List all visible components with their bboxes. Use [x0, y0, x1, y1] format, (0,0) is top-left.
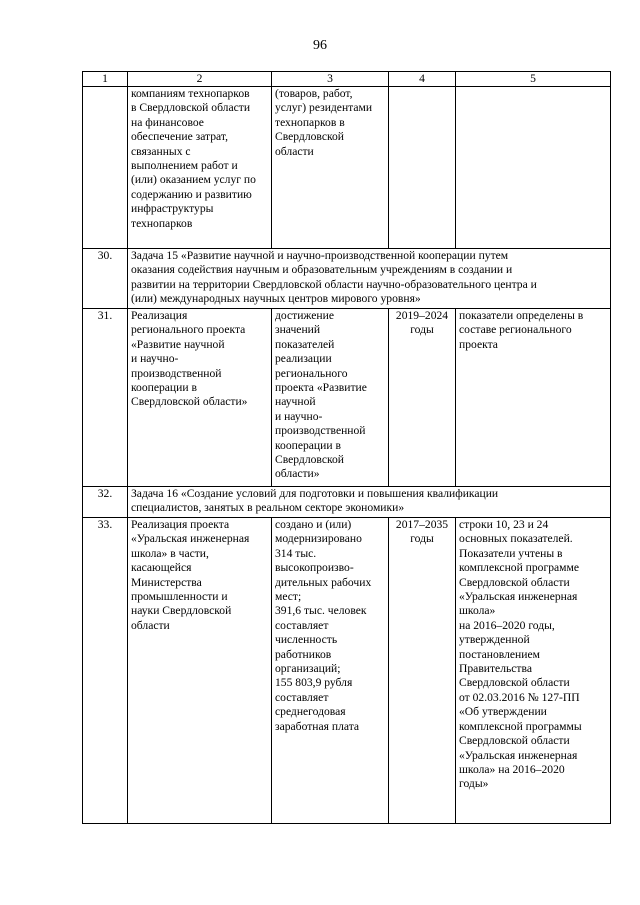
period-cell: 2017–2035 годы	[389, 518, 456, 824]
activity-cell: Реализация регионального проекта «Развитие научной и научно- производственной кооперации в Свердловской области»	[128, 309, 272, 487]
result-cell: достижение значений показателей реализации регионального проекта «Развитие научной и научно- производственной кооперации в Свердловской области»	[272, 309, 389, 487]
row-number: 31.	[83, 309, 128, 487]
table-row	[83, 87, 611, 249]
table-header-row	[83, 72, 611, 87]
indicator-cell: строки 10, 23 и 24 основных показателей. Показатели учтены в комплексной программе Свердловской области «Уральская инженерная школа» на 2016–2020 годы, утвержденной постановлением Правительства Свердловской области от 02.03.2016 № 127-ПП «Об утверждении комплексной программы Свердловской области «Уральская инженерная школа» на 2016–2020 годы»	[456, 518, 611, 824]
task-row	[83, 487, 611, 518]
row-number	[83, 87, 128, 249]
indicator-cell	[456, 87, 611, 249]
indicator-cell: показатели определены в составе регионального проекта	[456, 309, 611, 487]
result-cell: (товаров, работ, услуг) резидентами технопарков в Свердловской области	[272, 87, 389, 249]
period-cell	[389, 87, 456, 249]
table-row	[83, 518, 611, 824]
column-header: 3	[272, 72, 389, 87]
page-number: 96	[313, 38, 327, 53]
column-header: 5	[456, 72, 611, 87]
task-text: Задача 16 «Создание условий для подготовки и повышения квалификации специалистов, занятых в реальном секторе экономики»	[128, 487, 611, 518]
table-row	[83, 309, 611, 487]
column-header: 2	[128, 72, 272, 87]
task-text: Задача 15 «Развитие научной и научно-производственной кооперации путем оказания содействия научным и образовательным учреждениям в создании и развитии на территории Свердловской области научно-образовательного центра и (или) международных научных центров мирового уровня»	[128, 249, 611, 309]
row-number: 33.	[83, 518, 128, 824]
period-cell: 2019–2024 годы	[389, 309, 456, 487]
result-cell: создано и (или) модернизировано 314 тыс. высокопроизво- дительных рабочих мест; 391,6 тыс. человек составляет численность работников организаций; 155 803,9 рубля составляет среднегодовая заработная плата	[272, 518, 389, 824]
activity-cell: компаниям технопарков в Свердловской области на финансовое обеспечение затрат, связанных с выполнением работ и (или) оказанием услуг по содержанию и развитию инфраструктуры технопарков	[128, 87, 272, 249]
column-header: 1	[83, 72, 128, 87]
measures-table	[82, 71, 611, 824]
task-row	[83, 249, 611, 309]
row-number: 30.	[83, 249, 128, 309]
column-header: 4	[389, 72, 456, 87]
activity-cell: Реализация проекта «Уральская инженерная школа» в части, касающейся Министерства промышленности и науки Свердловской области	[128, 518, 272, 824]
row-number: 32.	[83, 487, 128, 518]
